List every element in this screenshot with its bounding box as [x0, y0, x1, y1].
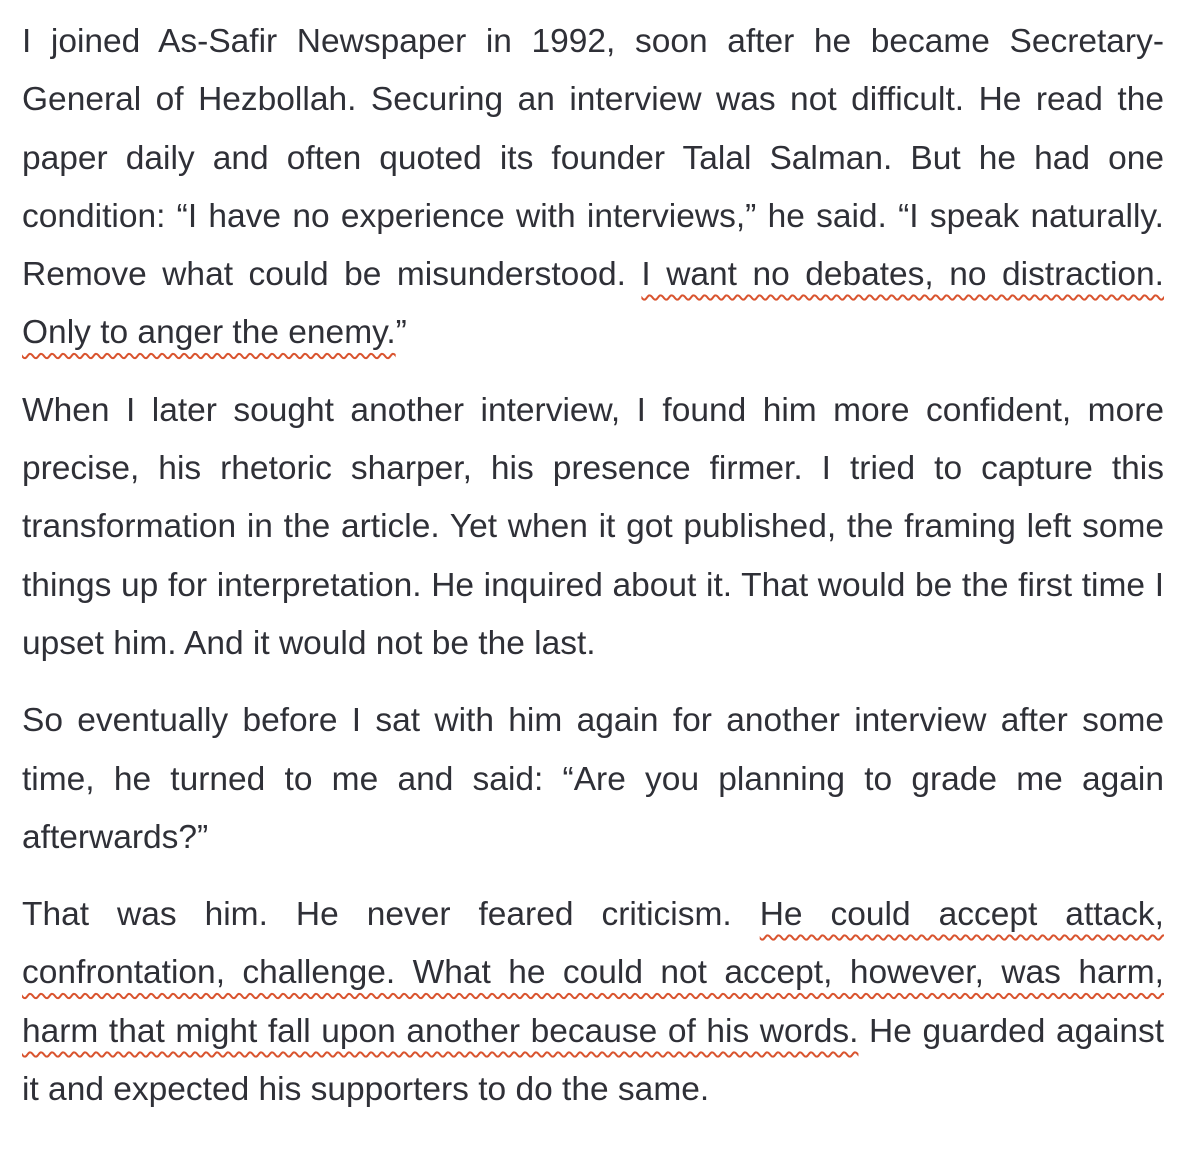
highlighted-passage: He could accept attack, confrontation, challenge. What he could not accept, however, was harm, harm that might fall upon another because of his words.: [22, 896, 1164, 1050]
highlighted-quote: I want no debates, no distraction. Only to anger the enemy.: [22, 256, 1164, 352]
paragraph-1: [22, 13, 1164, 363]
paragraph-text: He guarded against it and expected his supporters to do the same.: [22, 1012, 1165, 1109]
paragraph-text: That was him. He never feared criticism.: [22, 896, 760, 934]
paragraph-text: When I later sought another interview, I found him more confident, more precise, his rhetoric sharper, his presence firmer. I tried to capture this transformation in the article. Yet when it got published, the framing left some things up for interpretation. He inquired about it. That would be the first time I upset him. And it would not be the last.: [22, 391, 1164, 662]
paragraph-text: I joined As-Safir Newspaper in 1992, soon after he became Secretary-General of Hezbollah. Securing an interview was not difficult. He read the paper daily and often quoted its founder Talal Salman. But he had one condition: “I have no experience with interviews,” he said. “I speak naturally. Remove what could be misunderstood.: [22, 23, 1164, 294]
paragraph-4: [22, 886, 1164, 1119]
paragraph-text: So eventually before I sat with him again for another interview after some time, he turned to me and said: “Are you planning to grade me again afterwards?”: [22, 702, 1164, 856]
paragraph-2: [22, 382, 1164, 673]
article-body: [22, 13, 1164, 1119]
paragraph-text: ”: [395, 314, 407, 352]
paragraph-3: [22, 692, 1164, 867]
